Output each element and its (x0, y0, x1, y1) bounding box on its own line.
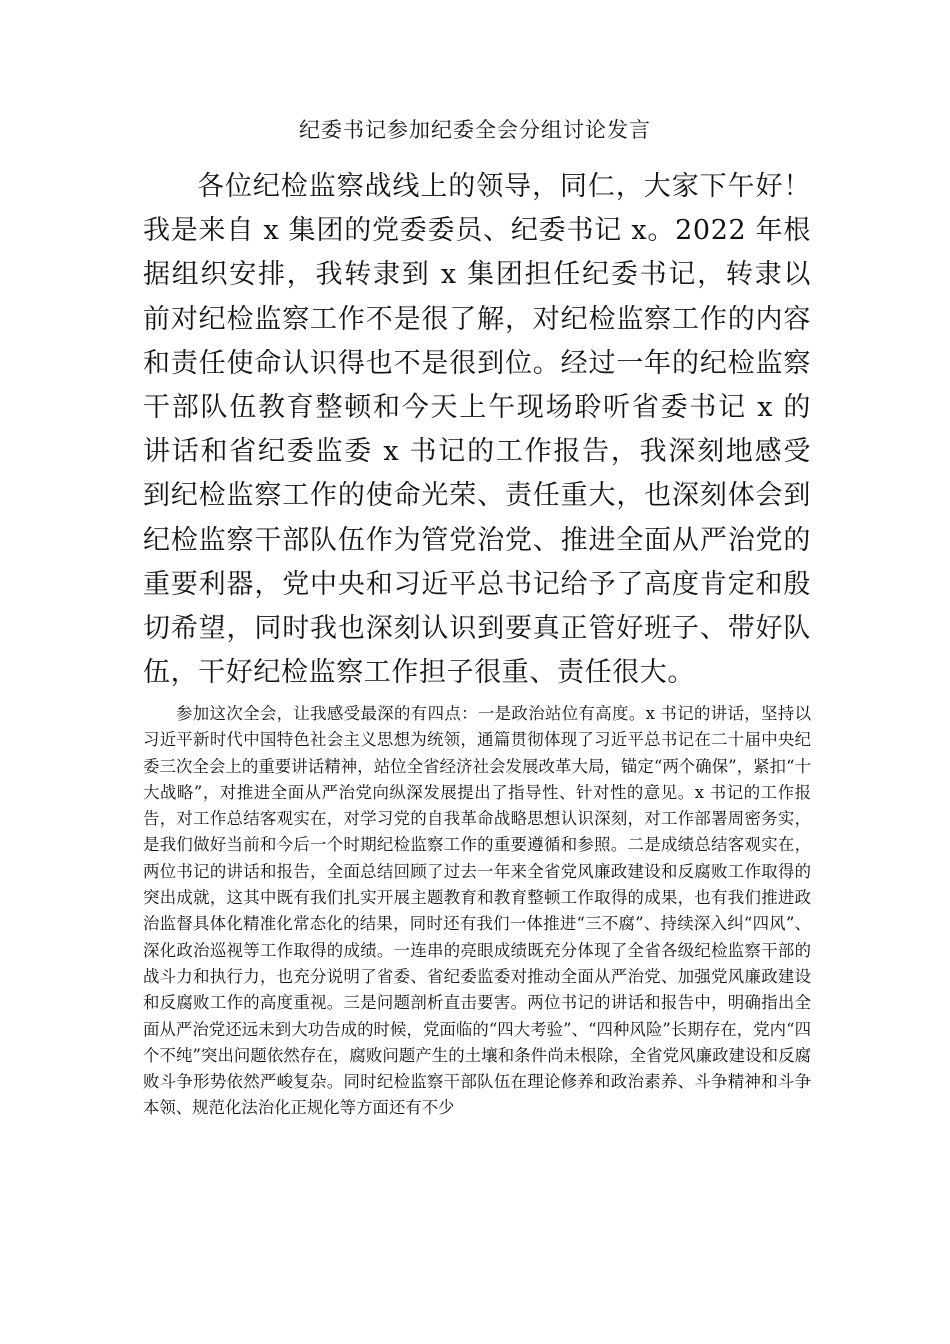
lead-paragraph: 各位纪检监察战线上的领导，同仁，大家下午好！我是来自 x 集团的党委委员、纪委书记 x。2022 年根据组织安排，我转隶到 x 集团担任纪委书记，转隶以前对纪检监察工作不是很了解，对纪检监察工作的内容和责任使命认识得也不是很到位。经过一年的纪检监察干部队伍教育整顿和今天上午现场聆听省委书记 x 的讲话和省纪委监委 x 书记的工作报告，我深刻地感受到纪检监察工作的使命光荣、责任重大，也深刻体会到纪检监察干部队伍作为管党治党、推进全面从严治党的重要利器，党中央和习近平总书记给予了高度肯定和殷切希望，同时我也深刻认识到要真正管好班子、带好队伍，干好纪检监察工作担子很重、责任很大。 (143, 171, 811, 689)
document-title: 纪委书记参加纪委全会分组讨论发言 (299, 118, 651, 142)
body-paragraph: 参加这次全会，让我感受最深的有四点：一是政治站位有高度。x 书记的讲话，坚持以习近平新时代中国特色社会主义思想为统领，通篇贯彻体现了习近平总书记在二十届中央纪委三次全会上的重要讲话精神，站位全省经济社会发展改革大局，锚定“两个确保”，紧扣“十大战略”，对推进全面从严治党向纵深发展提出了指导性、针对性的意见。x 书记的工作报告，对工作总结客观实在，对学习党的自我革命战略思想认识深刻，对工作部署周密务实，是我们做好当前和今后一个时期纪检监察工作的重要遵循和参照。二是成绩总结客观实在，两位书记的讲话和报告，全面总结回顾了过去一年来全省党风廉政建设和反腐败工作取得的突出成就，这其中既有我们扎实开展主题教育和教育整顿工作取得的成果，也有我们推进政治监督具体化精准化常态化的结果，同时还有我们一体推进“三不腐”、持续深入纠“四风”、深化政治巡视等工作取得的成绩。一连串的亮眼成绩既充分体现了全省各级纪检监察干部的战斗力和执行力，也充分说明了省委、省纪委监委对推动全面从严治党、加强党风廉政建设和反腐败工作的高度重视。三是问题剖析直击要害。两位书记的讲话和报告中，明确指出全面从严治党还远未到大功告成的时候，党面临的“四大考验”、“四种风险”长期存在，党内“四个不纯”突出问题依然存在，腐败问题产生的土壤和条件尚未根除，全省党风廉政建设和反腐败斗争形势依然严峻复杂。同时纪检监察干部队伍在理论修养和政治素养、斗争精神和斗争本领、规范化法治化正规化等方面还有不少 (143, 704, 811, 1118)
